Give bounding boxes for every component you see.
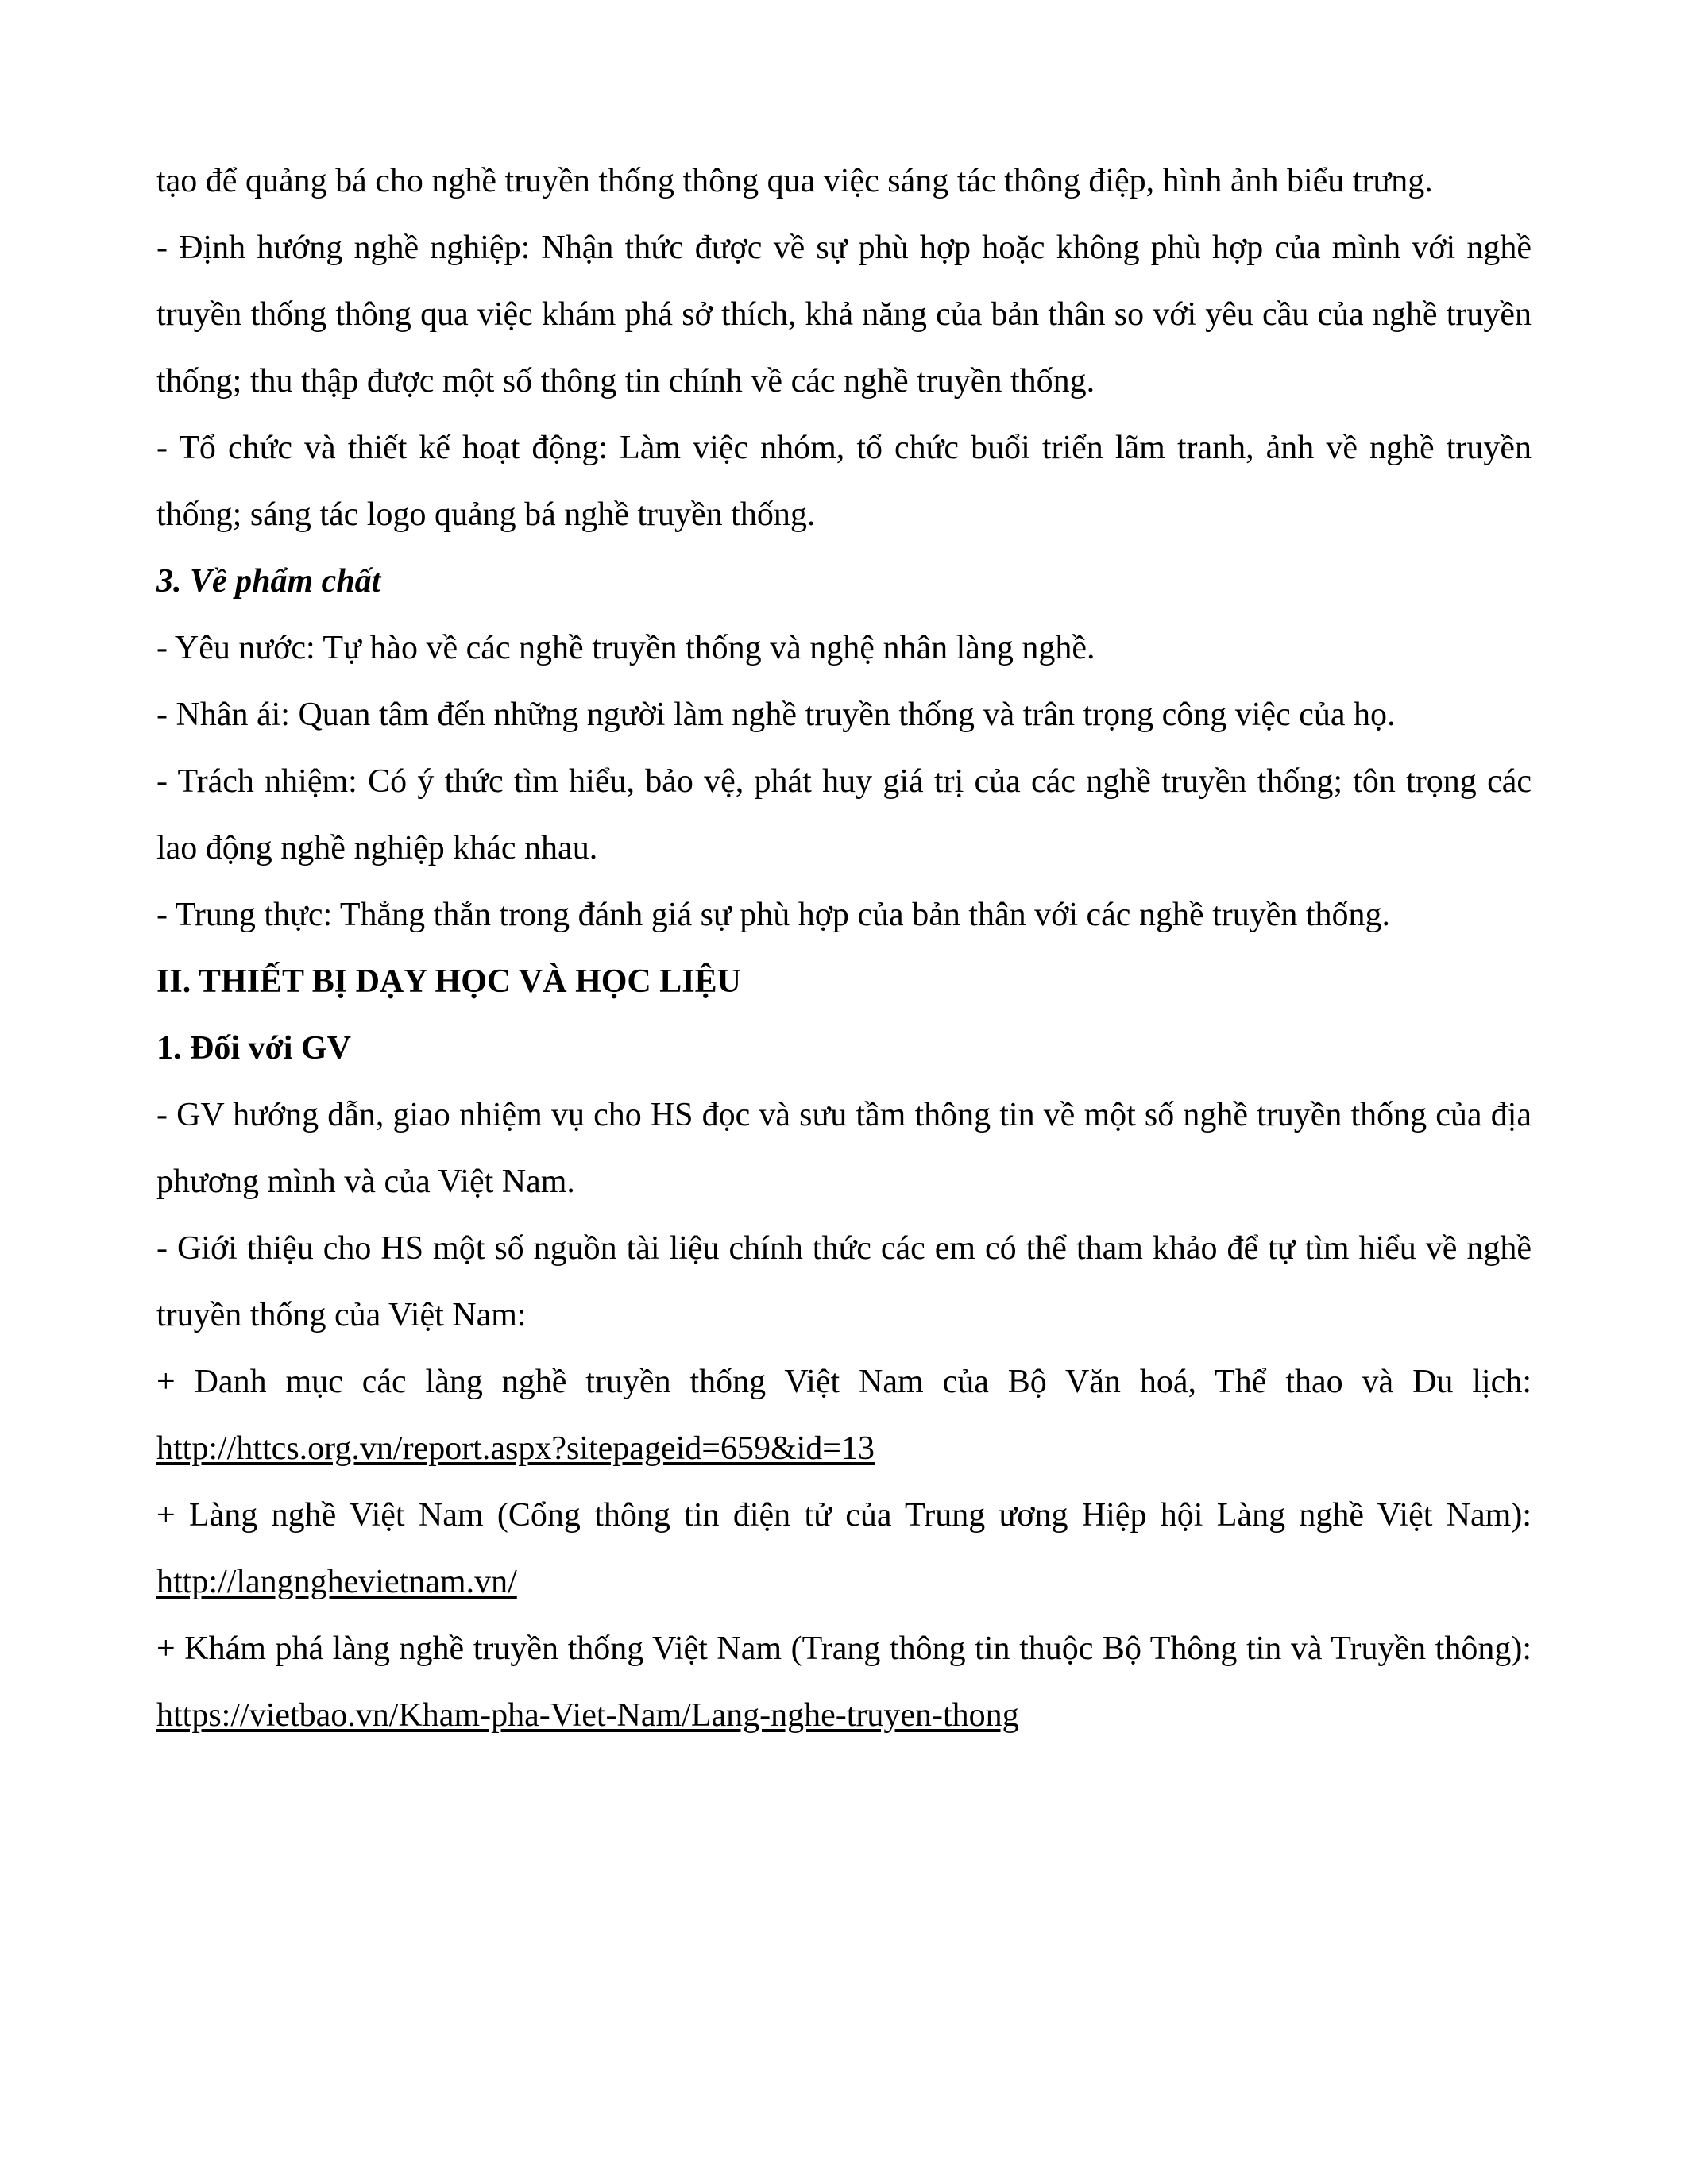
heading-pham-chat: 3. Về phẩm chất xyxy=(156,563,381,600)
resource-item-lang-nghe-viet-nam xyxy=(156,1482,1532,1615)
paragraph-trung-thuc: - Trung thực: Thẳng thắn trong đánh giá sự phù hợp của bản thân với các nghề truyền thống. xyxy=(156,897,1391,933)
paragraph-trach-nhiem: - Trách nhiệm: Có ý thức tìm hiểu, bảo vệ, phát huy giá trị của các nghề truyền thống; tôn trọng các lao động nghề nghiệp khác nhau. xyxy=(156,763,1532,866)
document-page xyxy=(156,148,1532,1749)
paragraph-quang-ba: tạo để quảng bá cho nghề truyền thống thông qua việc sáng tác thông điệp, hình ảnh biểu trưng. xyxy=(156,163,1433,199)
resource-link-vietbao[interactable]: https://vietbao.vn/Kham-pha-Viet-Nam/Lang-nghe-truyen-thong xyxy=(156,1697,1019,1734)
resource-link-httcs[interactable]: http://httcs.org.vn/report.aspx?sitepageid=659&id=13 xyxy=(156,1430,875,1467)
heading-doi-voi-gv: 1. Đối với GV xyxy=(156,1030,351,1067)
heading-thiet-bi-day-hoc: II. THIẾT BỊ DẠY HỌC VÀ HỌC LIỆU xyxy=(156,963,741,1000)
resource-item-kham-pha xyxy=(156,1615,1532,1749)
resource-text: + Danh mục các làng nghề truyền thống Việt Nam của Bộ Văn hoá, Thể thao và Du lịch: xyxy=(156,1364,1532,1400)
paragraph-gioi-thieu-nguon: - Giới thiệu cho HS một số nguồn tài liệu chính thức các em có thể tham khảo để tự tìm hiểu về nghề truyền thống của Việt Nam: xyxy=(156,1230,1532,1333)
resource-item-danh-muc xyxy=(156,1349,1532,1482)
resource-link-langnghevietnam[interactable]: http://langnghevietnam.vn/ xyxy=(156,1564,517,1600)
resource-text: + Khám phá làng nghề truyền thống Việt Nam (Trang thông tin thuộc Bộ Thông tin và Truyền thông): xyxy=(156,1630,1532,1667)
paragraph-nhan-ai: - Nhân ái: Quan tâm đến những người làm nghề truyền thống và trân trọng công việc của họ. xyxy=(156,696,1396,733)
resource-text: + Làng nghề Việt Nam (Cổng thông tin điện tử của Trung ương Hiệp hội Làng nghề Việt Nam): xyxy=(156,1497,1532,1534)
paragraph-gv-huong-dan: - GV hướng dẫn, giao nhiệm vụ cho HS đọc và sưu tầm thông tin về một số nghề truyền thống của địa phương mình và của Việt Nam. xyxy=(156,1097,1532,1200)
paragraph-dinh-huong-nghe-nghiep: - Định hướng nghề nghiệp: Nhận thức được về sự phù hợp hoặc không phù hợp của mình với nghề truyền thống thông qua việc khám phá sở thích, khả năng của bản thân so với yêu cầu của nghề truyền thống; thu thập được một số thông tin chính về các nghề truyền thống. xyxy=(156,230,1532,399)
paragraph-to-chuc-thiet-ke: - Tổ chức và thiết kế hoạt động: Làm việc nhóm, tổ chức buổi triển lãm tranh, ảnh về nghề truyền thống; sáng tác logo quảng bá nghề truyền thống. xyxy=(156,430,1532,533)
paragraph-yeu-nuoc: - Yêu nước: Tự hào về các nghề truyền thống và nghệ nhân làng nghề. xyxy=(156,630,1095,666)
